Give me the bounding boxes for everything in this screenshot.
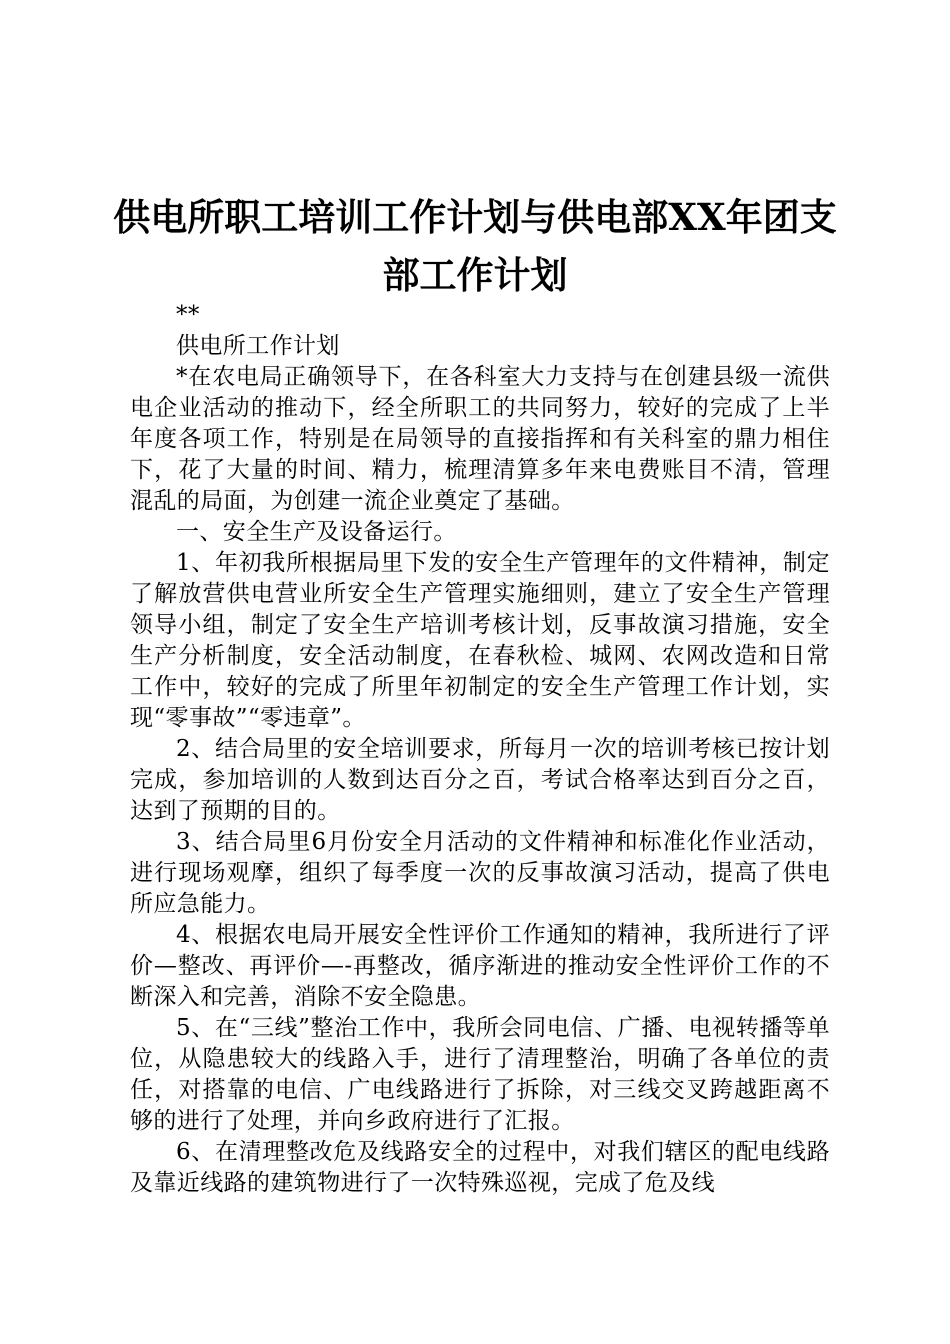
paragraph-item-4: 4、根据农电局开展安全性评价工作通知的精神，我所进行了评价—整改、再评价—-再整改，循序渐进的推动安全性评价工作的不断深入和完善，消除不安全隐患。: [130, 922, 830, 1010]
document-title: 供电所职工培训工作计划与供电部XX年团支部工作计划: [113, 195, 837, 297]
paragraph-item-1: 1、年初我所根据局里下发的安全生产管理年的文件精神，制定了解放营供电营业所安全生产管理实施细则，建立了安全生产管理领导小组，制定了安全生产培训考核计划，反事故演习措施，安全生产分析制度，安全活动制度，在春秋检、城网、农网改造和日常工作中，较好的完成了所里年初制定的安全生产管理工作计划，实现“零事故”“零违章”。: [130, 550, 830, 731]
paragraph-item-6: 6、在清理整改危及线路安全的过程中，对我们辖区的配电线路及靠近线路的建筑物进行了一次特殊巡视，完成了危及线: [130, 1139, 830, 1196]
paragraph-item-2: 2、结合局里的安全培训要求，所每月一次的培训考核已按计划完成，参加培训的人数到达百分之百，考试合格率达到百分之百，达到了预期的目的。: [130, 736, 830, 824]
paragraph-author: **: [176, 302, 200, 328]
paragraph-item-3: 3、结合局里6月份安全月活动的文件精神和标准化作业活动，进行现场观摩，组织了每季度一次的反事故演习活动，提高了供电所应急能力。: [130, 829, 830, 917]
paragraph-item-5: 5、在“三线”整治工作中，我所会同电信、广播、电视转播等单位，从隐患较大的线路入手，进行了清理整治，明确了各单位的责任，对搭靠的电信、广电线路进行了拆除，对三线交叉跨越距离不够的进行了处理，并向乡政府进行了汇报。: [130, 1015, 830, 1134]
paragraph-intro: *在农电局正确领导下，在各科室大力支持与在创建县级一流供电企业活动的推动下，经全所职工的共同努力，较好的完成了上半年度各项工作，特别是在局领导的直接指挥和有关科室的鼎力相住下，花了大量的时间、精力，梳理清算多年来电费账目不清，管理混乱的局面，为创建一流企业奠定了基础。: [130, 364, 830, 514]
paragraph-subtitle: 供电所工作计划: [176, 333, 340, 359]
document-body: [130, 300, 830, 1199]
paragraph-section-heading: 一、安全生产及设备运行。: [176, 519, 457, 545]
